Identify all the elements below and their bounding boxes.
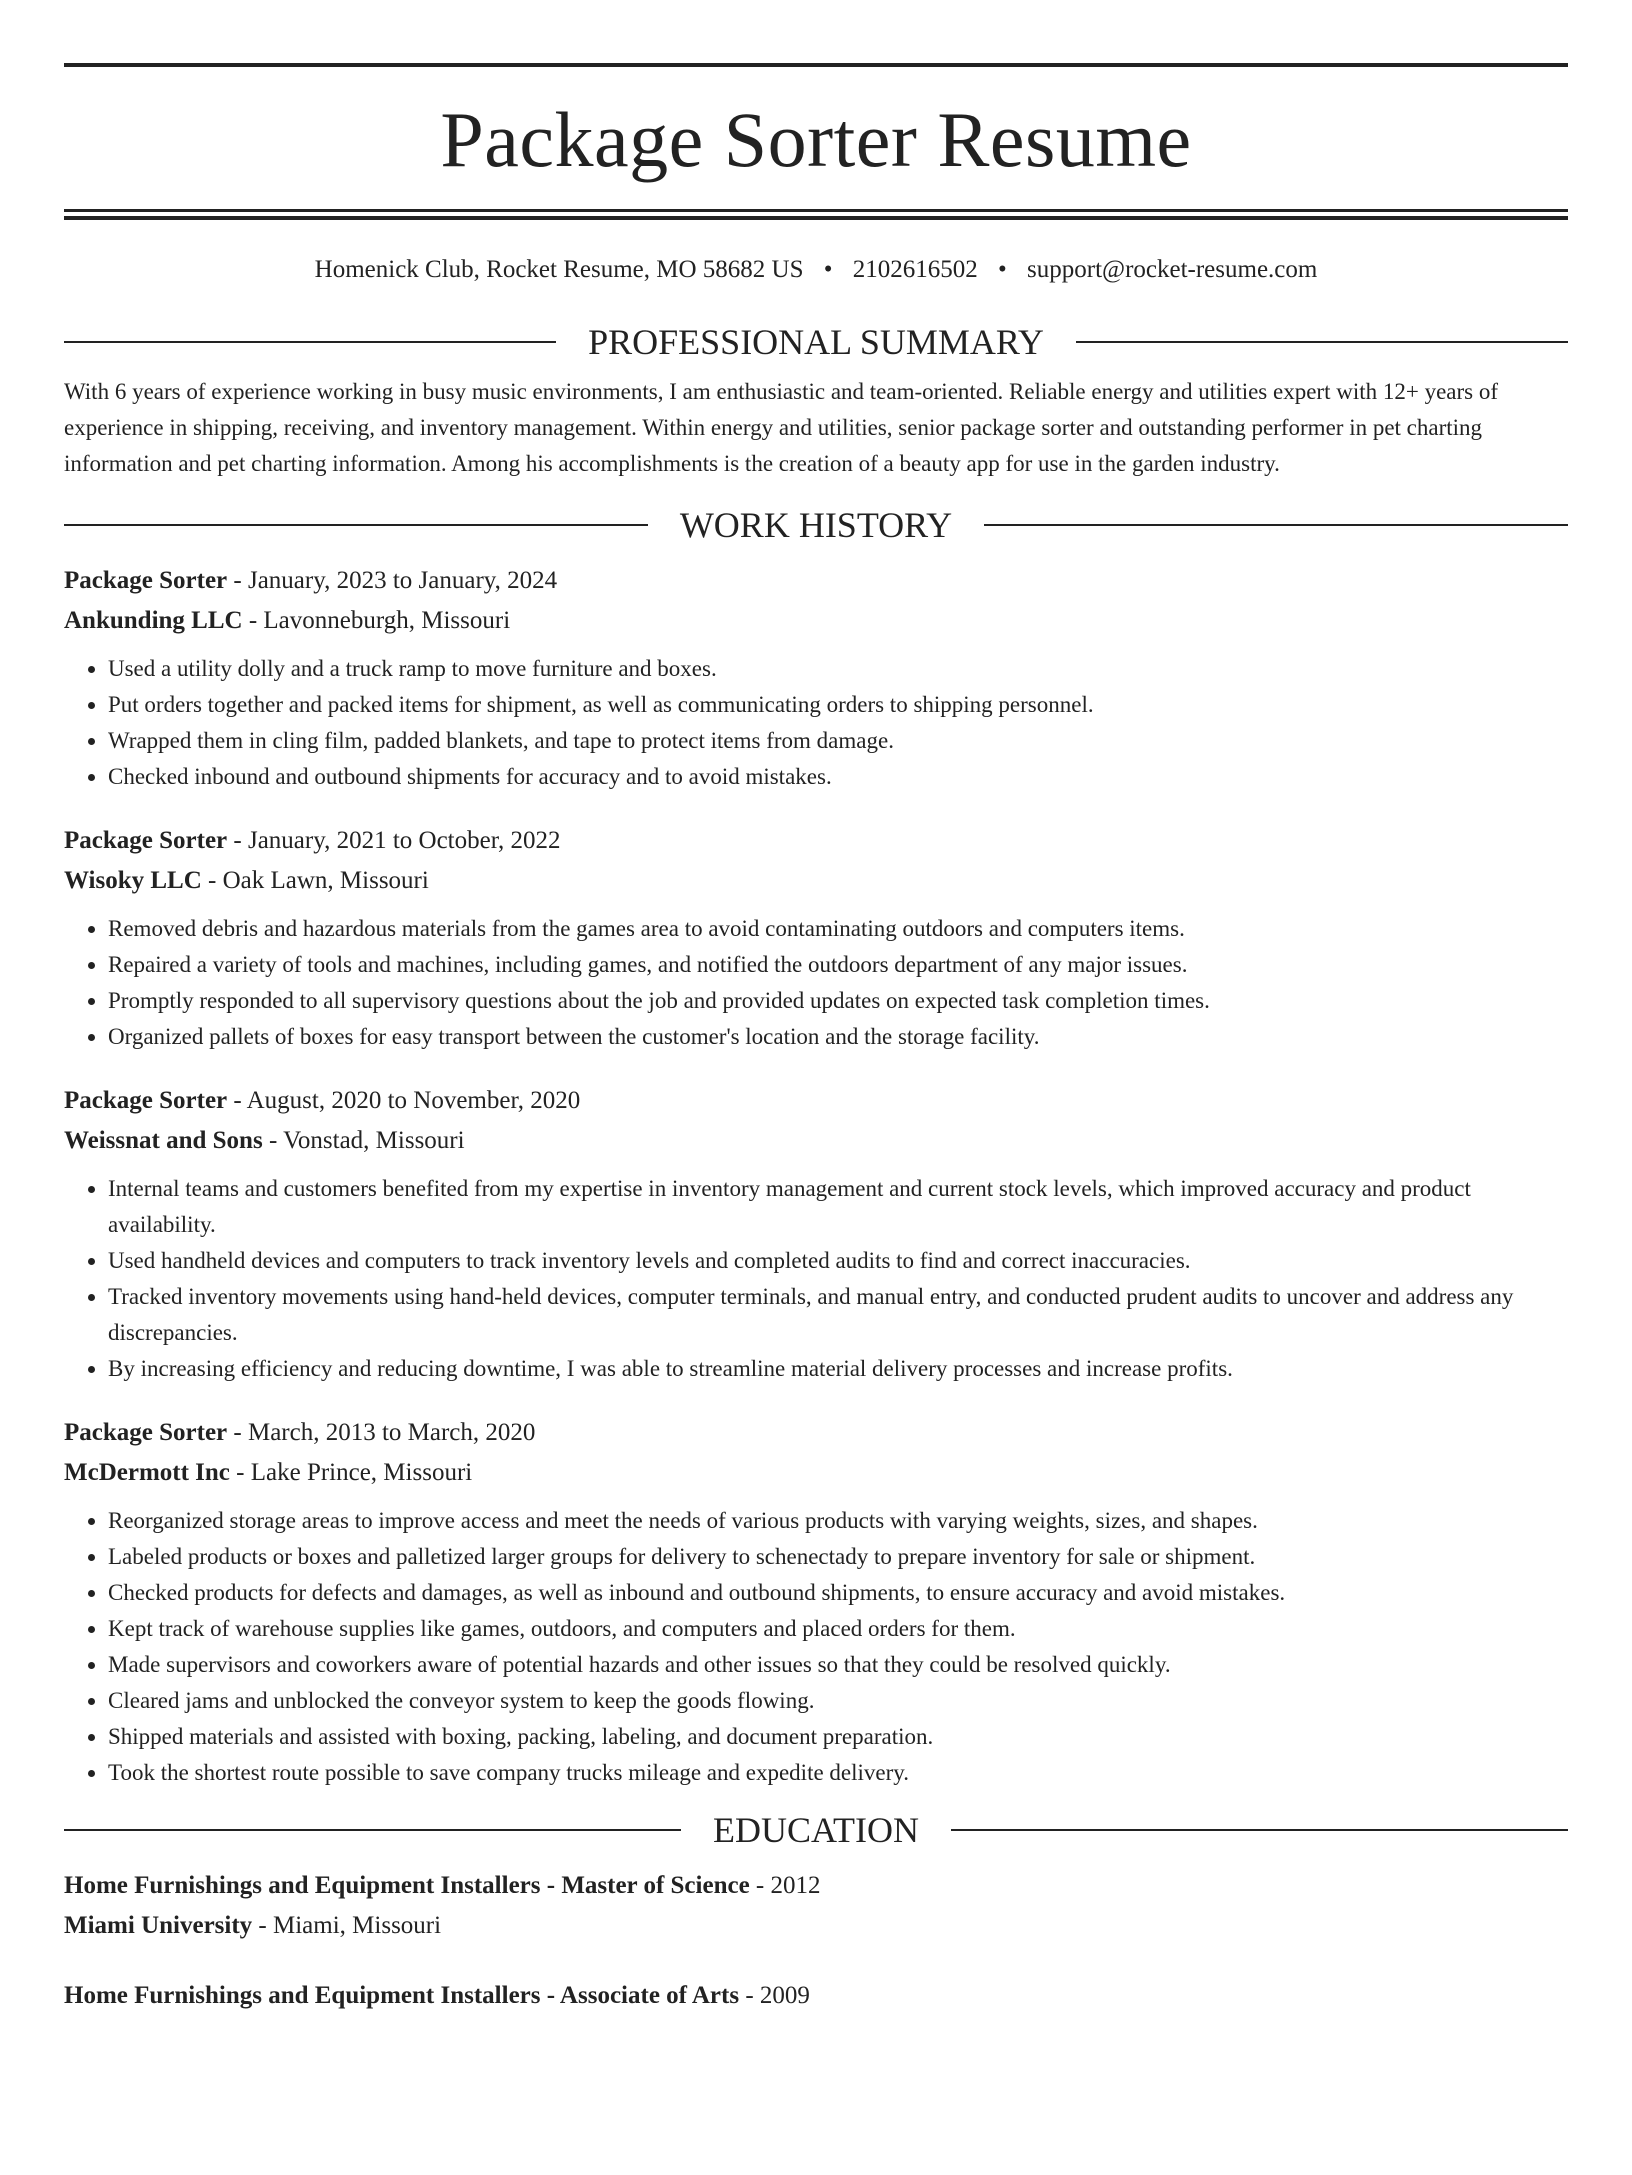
- job-entry: [64, 561, 1568, 795]
- education-section-header: [64, 1809, 1568, 1852]
- job-bullet: • Tracked inventory movements using hand-held devices, computer terminals, and manual entry, and conducted prudent audits to uncover and address any discrepancies.: [108, 1279, 1568, 1351]
- section-divider: [64, 1829, 681, 1831]
- education-entry: [64, 1976, 1568, 2016]
- education-school-line: [64, 1906, 1568, 1946]
- double-rule: [64, 209, 1568, 220]
- job-bullet: • Kept track of warehouse supplies like games, outdoors, and computers and placed orders for them.: [108, 1611, 1568, 1647]
- job-bullet: • Used a utility dolly and a truck ramp to move furniture and boxes.: [108, 651, 1568, 687]
- section-divider: [951, 1829, 1568, 1831]
- job-title: Package Sorter: [64, 826, 228, 854]
- contact-separator: •: [823, 256, 833, 283]
- work-heading: WORK HISTORY: [679, 504, 953, 545]
- job-company: Wisoky LLC: [64, 866, 202, 894]
- job-title: Package Sorter: [64, 1086, 228, 1114]
- summary-heading: PROFESSIONAL SUMMARY: [588, 321, 1044, 362]
- job-bullet: • Reorganized storage areas to improve access and meet the needs of various products with varying weights, sizes, and shapes.: [108, 1503, 1568, 1539]
- job-bullet: • Organized pallets of boxes for easy transport between the customer's location and the storage facility.: [108, 1019, 1568, 1055]
- education-entry: [64, 1866, 1568, 1946]
- job-dates: - March, 2013 to March, 2020: [227, 1418, 536, 1446]
- job-bullets: [64, 1171, 1568, 1387]
- job-bullet: • Internal teams and customers benefited from my expertise in inventory management and current stock levels, which improved accuracy and product availability.: [108, 1171, 1568, 1243]
- job-bullets: [64, 911, 1568, 1055]
- job-company: McDermott Inc: [64, 1458, 230, 1486]
- job-location: - Oak Lawn, Missouri: [201, 866, 429, 894]
- education-location: - Miami, Missouri: [252, 1912, 442, 1940]
- job-company-line: [64, 1121, 1568, 1161]
- contact-separator: •: [998, 256, 1007, 283]
- summary-section-header: [64, 321, 1568, 364]
- job-bullet: • Removed debris and hazardous materials from the games area to avoid contaminating outdoors and computers items.: [108, 911, 1568, 947]
- job-bullet: • Checked inbound and outbound shipments for accuracy and to avoid mistakes.: [108, 759, 1568, 795]
- job-company-line: [64, 861, 1568, 901]
- education-heading: EDUCATION: [713, 1809, 919, 1850]
- education-degree-line: [64, 1976, 1568, 2016]
- job-entry: [64, 1081, 1568, 1387]
- section-divider: [64, 341, 556, 343]
- job-bullet: • Used handheld devices and computers to track inventory levels and completed audits to find and correct inaccuracies.: [108, 1243, 1568, 1279]
- job-location: - Lavonneburgh, Missouri: [242, 606, 511, 634]
- job-bullet: • Wrapped them in cling film, padded blankets, and tape to protect items from damage.: [108, 723, 1568, 759]
- work-section-header: [64, 504, 1568, 547]
- job-bullet: • Cleared jams and unblocked the conveyor system to keep the goods flowing.: [108, 1683, 1568, 1719]
- job-company: Ankunding LLC: [64, 606, 243, 634]
- job-company: Weissnat and Sons: [64, 1126, 263, 1154]
- job-dates: - January, 2021 to October, 2022: [227, 826, 561, 854]
- job-bullet: • Repaired a variety of tools and machines, including games, and notified the outdoors department of any major issues.: [108, 947, 1568, 983]
- job-location: - Lake Prince, Missouri: [229, 1458, 473, 1486]
- job-title-line: [64, 1081, 1568, 1121]
- job-bullet: • Shipped materials and assisted with boxing, packing, labeling, and document preparation.: [108, 1719, 1568, 1755]
- top-rule: [64, 63, 1568, 67]
- education-degree-line: [64, 1866, 1568, 1906]
- education-degree: Home Furnishings and Equipment Installers - Master of Science: [64, 1872, 750, 1900]
- job-title: Package Sorter: [64, 1418, 228, 1446]
- job-bullet: • Labeled products or boxes and palletized larger groups for delivery to schenectady to prepare inventory for sale or shipment.: [108, 1539, 1568, 1575]
- job-title-line: [64, 561, 1568, 601]
- job-company-line: [64, 1453, 1568, 1493]
- job-entry: [64, 1413, 1568, 1791]
- education-degree: Home Furnishings and Equipment Installers - Associate of Arts: [64, 1982, 740, 2010]
- job-bullet: • Put orders together and packed items for shipment, as well as communicating orders to shipping personnel.: [108, 687, 1568, 723]
- job-location: - Vonstad, Missouri: [262, 1126, 465, 1154]
- resume-page: [0, 63, 1632, 2175]
- job-title-line: [64, 821, 1568, 861]
- section-divider: [984, 524, 1568, 526]
- job-bullet: • Took the shortest route possible to save company trucks mileage and expedite delivery.: [108, 1755, 1568, 1791]
- section-divider: [1076, 341, 1568, 343]
- education-school: Miami University: [64, 1912, 253, 1940]
- job-company-line: [64, 601, 1568, 641]
- job-bullet: • Made supervisors and coworkers aware of potential hazards and other issues so that they could be resolved quickly.: [108, 1647, 1568, 1683]
- job-dates: - January, 2023 to January, 2024: [227, 566, 558, 594]
- education-year: - 2009: [739, 1982, 810, 2010]
- resume-title: Package Sorter Resume: [440, 96, 1192, 183]
- job-title: Package Sorter: [64, 566, 228, 594]
- job-bullet: • Checked products for defects and damages, as well as inbound and outbound shipments, to ensure accuracy and avoid mistakes.: [108, 1575, 1568, 1611]
- education-year: - 2012: [749, 1872, 821, 1900]
- job-bullet: • Promptly responded to all supervisory questions about the job and provided updates on expected task completion times.: [108, 983, 1568, 1019]
- job-bullets: [64, 651, 1568, 795]
- contact-email: support@rocket-resume.com: [1027, 256, 1318, 283]
- contact-address: Homenick Club, Rocket Resume, MO 58682 US: [314, 256, 804, 283]
- job-bullet: • By increasing efficiency and reducing downtime, I was able to streamline material delivery processes and increase profits.: [108, 1351, 1568, 1387]
- contact-phone: 2102616502: [852, 256, 978, 283]
- contact-line: [64, 254, 1568, 287]
- job-entry: [64, 821, 1568, 1055]
- job-dates: - August, 2020 to November, 2020: [227, 1086, 581, 1114]
- job-bullets: [64, 1503, 1568, 1791]
- section-divider: [64, 524, 648, 526]
- summary-text: With 6 years of experience working in busy music environments, I am enthusiastic and team-oriented. Reliable energy and utilities expert with 12+ years of experience in shipping, receiving, and inventory management. Within energy and utilities, senior package sorter and outstanding performer in pet charting information and pet charting information. Among his accomplishments is the creation of a beauty app for use in the garden industry.: [64, 378, 1499, 476]
- job-title-line: [64, 1413, 1568, 1453]
